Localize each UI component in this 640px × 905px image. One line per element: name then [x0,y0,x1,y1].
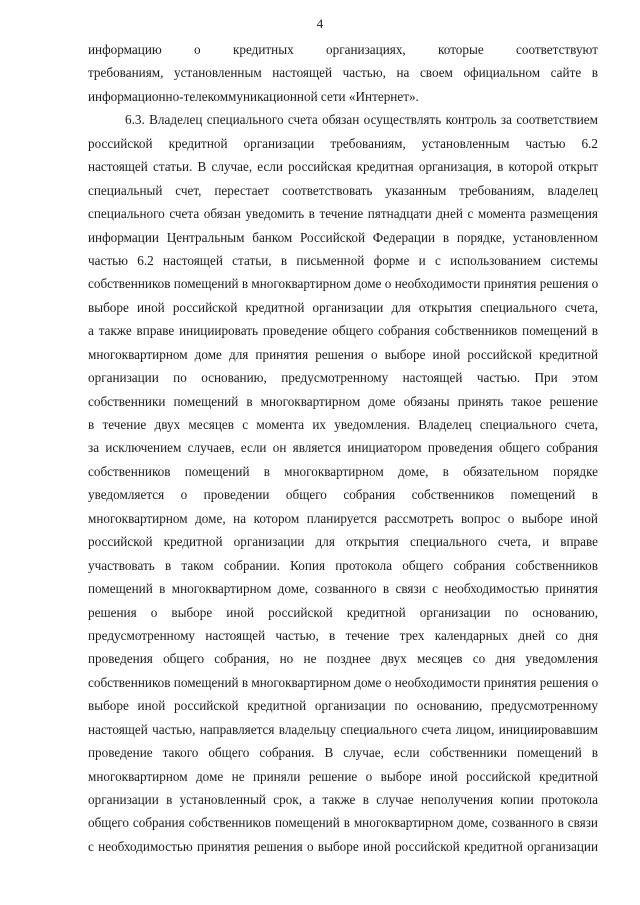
text-line: российской кредитной организации для открытия специального счета, и вправе [88,534,598,550]
text-line: решения о выборе иной российской кредитной организации по основанию, [88,604,598,620]
text-line: частью 6.2 настоящей статьи, в письменной форме и с использованием системы [88,252,598,268]
text-line: многоквартирном доме для принятия решения о выборе иной российской кредитной [88,346,598,362]
text-line: требованиям, установленным настоящей частью, на своем официальном сайте в [88,65,598,81]
text-line: собственников помещений в многоквартирном доме, в обязательном порядке [88,463,598,479]
text-line: общего собрания собственников помещений в многоквартирном доме, созванного в связи [88,815,598,831]
text-line: собственников помещений в многоквартирном доме о необходимости принятия решения о [88,276,599,292]
section-first-line [88,108,598,131]
text-line: участвовать в таком собрании. Копия протокола общего собрания собственников [88,557,598,573]
document-body [88,38,598,858]
text-line: проведение такого общего собрания. В случае, если собственники помещений в [88,745,598,761]
text-line: Владелец специального счета обязан осуществлять контроль за соответствием [149,112,598,128]
text-line: выборе иной российской кредитной организации для открытия специального счета, [88,299,598,315]
text-line: собственники помещений в многоквартирном доме обязаны принять такое решение [88,393,598,409]
text-line: информацию о кредитных организациях, которые соответствуют [88,42,598,57]
text-line: за исключением случаев, если он является инициатором проведения общего собрания [88,440,598,456]
text-line: предусмотренному настоящей частью, в течение трех календарных дней со дня [88,627,598,643]
text-line: настоящей статьи. В случае, если российская кредитная организация, в которой открыт [88,159,598,175]
text-line: настоящей частью, направляется владельцу специального счета лицом, инициировавшим [88,721,598,737]
text-line: специального счета обязан уведомить в течение пятнадцати дней с момента размещения [88,206,598,222]
text-line: помещений в многоквартирном доме, созванного в связи с необходимостью принятия [88,581,598,597]
text-line: уведомляется о проведении общего собрания собственников помещений в [88,487,598,503]
text-line: российской кредитной организации требованиям, установленным частью 6.2 [88,135,598,151]
text-line: проведения общего собрания, но не позднее двух месяцев со дня уведомления [88,651,598,667]
text-line: с необходимостью принятия решения о выборе иной российской кредитной организации [88,838,598,854]
section-number: 6.3. [125,112,145,128]
text-line: многоквартирном доме, на котором планируется рассмотреть вопрос о выборе иной [88,510,598,526]
text-line: организации в установленный срок, а также в случае неполучения копии протокола [88,792,598,807]
text-line: выборе иной российской кредитной организации по основанию, предусмотренному [88,698,598,714]
text-line: информационно-телекоммуникационной сети «Интернет». [88,88,419,104]
text-line: многоквартирном доме не приняли решение о выборе иной российской кредитной [88,768,598,784]
text-line: в течение двух месяцев с момента их уведомления. Владелец специального счета, [88,417,598,432]
text-line: а также вправе инициировать проведение общего собрания собственников помещений в [88,323,598,339]
page-number: 4 [316,16,324,31]
text-line: собственников помещений в многоквартирном доме о необходимости принятия решения о [88,674,599,690]
text-line: информации Центральным банком Российской Федерации в порядке, установленном [88,229,598,245]
text-line: специальный счет, перестает соответствовать указанным требованиям, владелец [88,182,598,198]
text-line: организации по основанию, предусмотренному настоящей частью. При этом [88,370,598,386]
